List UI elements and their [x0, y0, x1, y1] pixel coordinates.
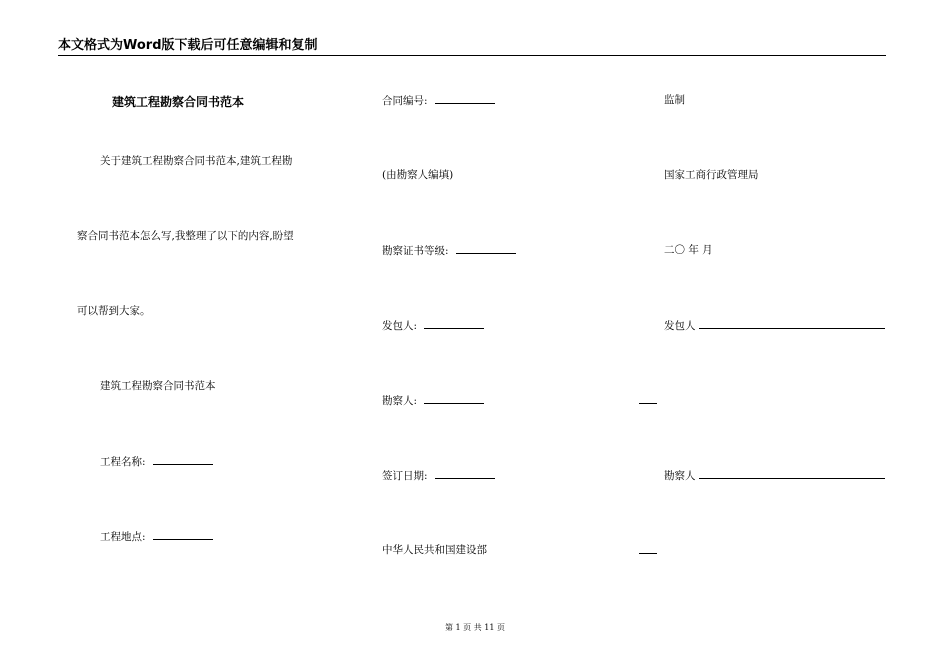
project-name-blank — [153, 454, 213, 465]
subtitle: 建筑工程勘察合同书范本 — [100, 380, 216, 392]
ministry-name: 中华人民共和国建设部 — [382, 544, 487, 556]
certificate-level-label: 勘察证书等级: — [382, 245, 449, 257]
project-site-label: 工程地点: — [100, 531, 146, 543]
intro-line-1: 关于建筑工程勘察合同书范本,建筑工程勘 — [100, 155, 293, 167]
employer-field — [382, 318, 484, 333]
employer-label: 发包人: — [382, 320, 418, 332]
bureau-name: 国家工商行政管理局 — [664, 169, 759, 181]
supervise-text: 监制 — [664, 94, 685, 106]
page-footer: 第 1 页 共 11 页 — [445, 623, 505, 632]
header-text: 本文格式为Word版下载后可任意编辑和复制 — [58, 38, 318, 53]
surveyor-label: 勘察人: — [382, 395, 418, 407]
date-text: 二〇 年 月 — [664, 244, 713, 256]
sign-date-field — [382, 468, 495, 483]
project-site-blank — [153, 529, 213, 540]
project-name-field — [100, 454, 213, 469]
intro-line-3: 可以帮到大家。 — [77, 305, 151, 317]
surveyor-sign-field — [664, 468, 885, 483]
project-name-label: 工程名称: — [100, 456, 146, 468]
surveyor-field — [382, 393, 484, 408]
continuation-line — [639, 403, 657, 404]
certificate-level-field — [382, 243, 516, 258]
project-site-field — [100, 529, 213, 544]
contract-no-field — [382, 93, 495, 108]
surveyor-blank — [424, 393, 484, 404]
continuation-line — [639, 553, 657, 554]
document-title: 建筑工程勘察合同书范本 — [112, 95, 245, 109]
sign-date-blank — [435, 468, 495, 479]
employer-sign-blank — [699, 318, 885, 329]
document-header — [58, 34, 886, 56]
employer-blank — [424, 318, 484, 329]
surveyor-sign-blank — [699, 468, 885, 479]
surveyor-sign-label: 勘察人 — [664, 470, 696, 482]
contract-no-blank — [435, 93, 495, 104]
intro-line-2: 察合同书范本怎么写,我整理了以下的内容,盼望 — [77, 230, 294, 242]
numbered-by-note: (由勘察人编填) — [382, 169, 454, 181]
employer-sign-field — [664, 318, 885, 333]
employer-sign-label: 发包人 — [664, 320, 696, 332]
contract-no-label: 合同编号: — [382, 95, 428, 107]
sign-date-label: 签订日期: — [382, 470, 428, 482]
certificate-level-blank — [456, 243, 516, 254]
